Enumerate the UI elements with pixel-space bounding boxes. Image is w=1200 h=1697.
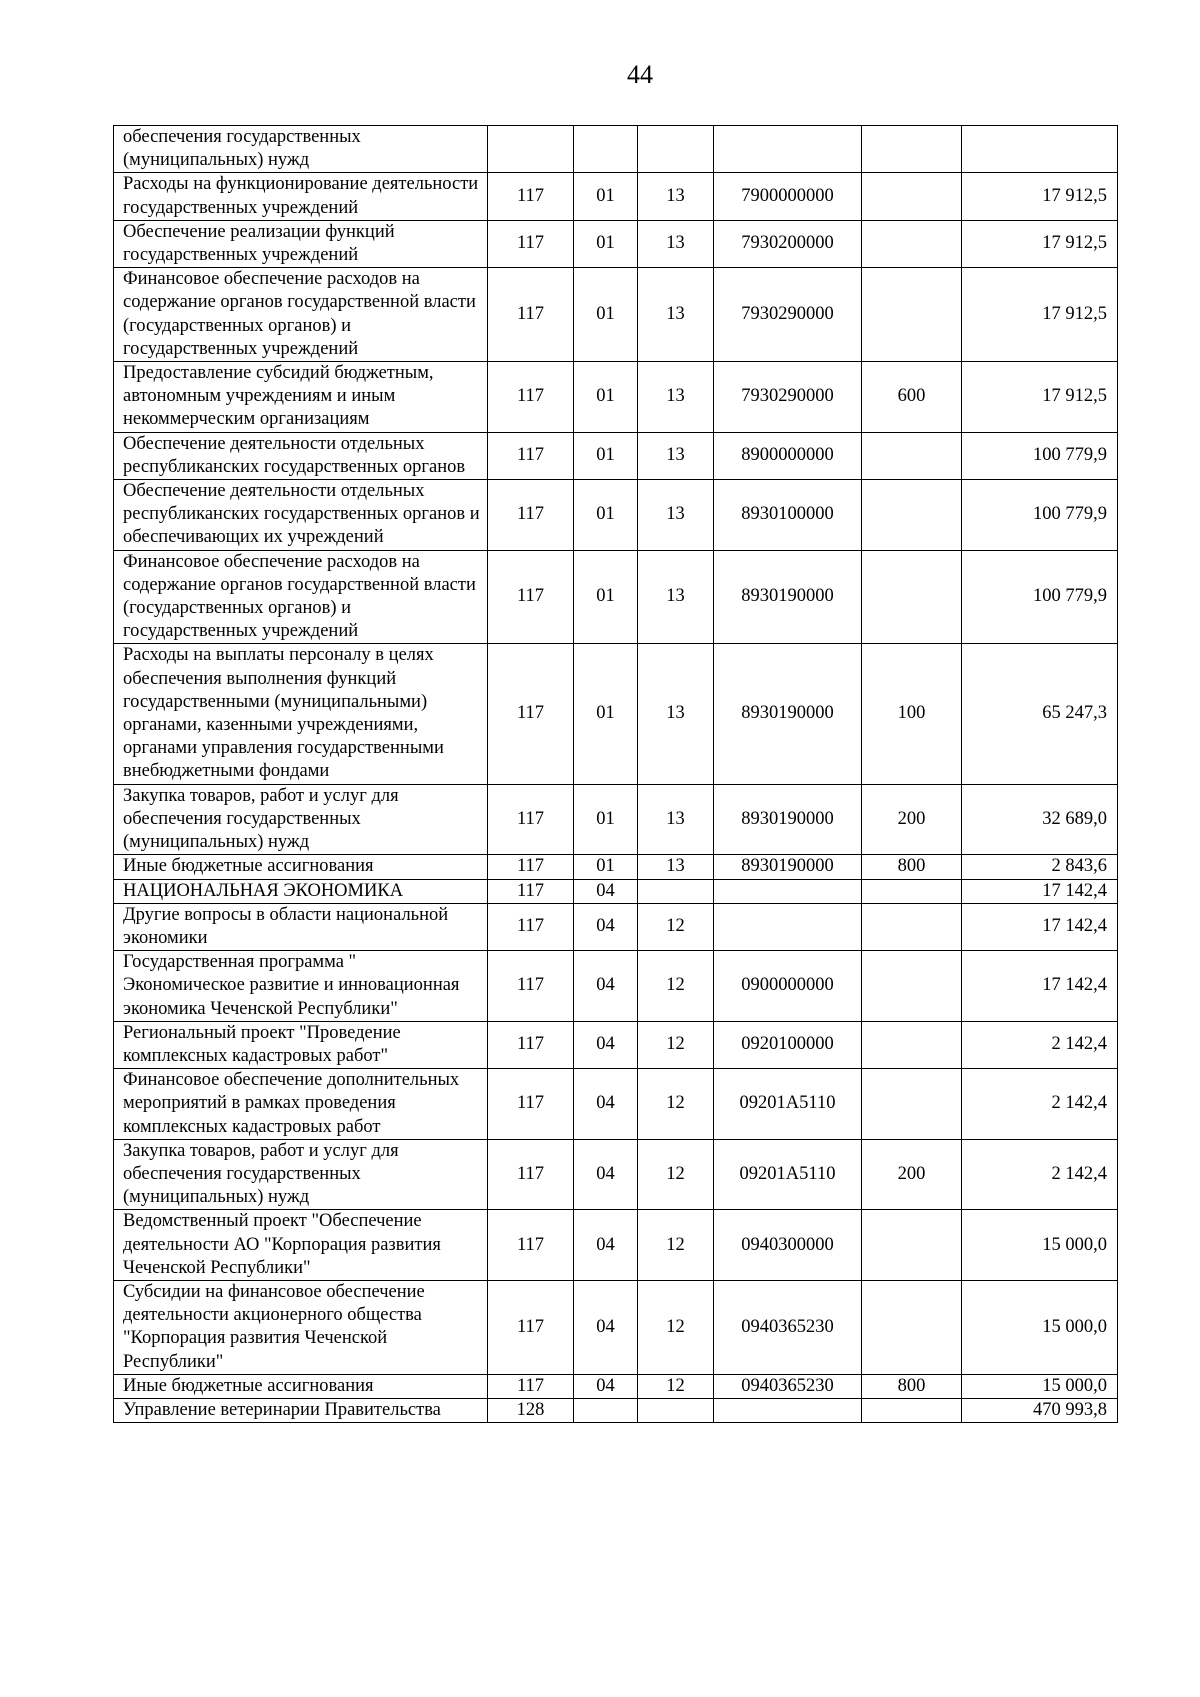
row-rz-cell: 04: [574, 903, 638, 950]
row-vr-cell: [862, 268, 962, 362]
row-csr-cell: 0900000000: [714, 951, 862, 1022]
row-sum-cell: 17 142,4: [962, 879, 1118, 903]
row-ved-cell: 117: [488, 362, 574, 433]
row-sum-cell: 17 912,5: [962, 173, 1118, 220]
row-name-cell: Региональный проект "Проведение комплексных кадастровых работ": [114, 1021, 488, 1068]
row-vr-cell: [862, 1021, 962, 1068]
row-name-cell: НАЦИОНАЛЬНАЯ ЭКОНОМИКА: [114, 879, 488, 903]
row-ved-cell: 117: [488, 903, 574, 950]
row-ved-cell: 117: [488, 173, 574, 220]
row-name-cell: Предоставление субсидий бюджетным, автономным учреждениям и иным некоммерческим организациям: [114, 362, 488, 433]
row-rz-cell: 01: [574, 855, 638, 879]
row-vr-cell: 200: [862, 784, 962, 855]
row-sum-cell: 17 912,5: [962, 362, 1118, 433]
row-pr-cell: 12: [638, 1280, 714, 1374]
row-rz-cell: 01: [574, 362, 638, 433]
row-rz-cell: [574, 126, 638, 173]
row-sum-cell: 100 779,9: [962, 432, 1118, 479]
row-vr-cell: 600: [862, 362, 962, 433]
row-pr-cell: 13: [638, 268, 714, 362]
row-pr-cell: 13: [638, 220, 714, 267]
row-vr-cell: 200: [862, 1139, 962, 1210]
row-rz-cell: 04: [574, 1021, 638, 1068]
row-rz-cell: 01: [574, 173, 638, 220]
row-sum-cell: 15 000,0: [962, 1280, 1118, 1374]
row-sum-cell: 100 779,9: [962, 550, 1118, 644]
row-ved-cell: 117: [488, 1280, 574, 1374]
row-ved-cell: 117: [488, 644, 574, 784]
row-csr-cell: [714, 1398, 862, 1422]
row-ved-cell: 117: [488, 1210, 574, 1281]
table-row: [114, 644, 1118, 784]
row-ved-cell: 117: [488, 1374, 574, 1398]
table-row: [114, 480, 1118, 551]
row-vr-cell: 800: [862, 1374, 962, 1398]
row-vr-cell: [862, 903, 962, 950]
budget-table: [113, 125, 1118, 1423]
row-rz-cell: 04: [574, 1069, 638, 1140]
page-number: 44: [627, 60, 653, 89]
row-name-cell: Расходы на выплаты персоналу в целях обеспечения выполнения функций государственными (муниципальными) органами, казенными учреждениями, органами управления государственными внебюджетными фондами: [114, 644, 488, 784]
table-row: [114, 362, 1118, 433]
row-sum-cell: 65 247,3: [962, 644, 1118, 784]
row-name-cell: Обеспечение реализации функций государственных учреждений: [114, 220, 488, 267]
row-ved-cell: 128: [488, 1398, 574, 1422]
row-sum-cell: 17 912,5: [962, 268, 1118, 362]
row-rz-cell: 01: [574, 432, 638, 479]
row-vr-cell: [862, 951, 962, 1022]
table-row: [114, 855, 1118, 879]
row-ved-cell: 117: [488, 1069, 574, 1140]
row-pr-cell: 12: [638, 1374, 714, 1398]
table-row: [114, 1021, 1118, 1068]
row-ved-cell: 117: [488, 951, 574, 1022]
row-pr-cell: 12: [638, 951, 714, 1022]
row-csr-cell: 8930190000: [714, 784, 862, 855]
row-csr-cell: 8930190000: [714, 644, 862, 784]
row-name-cell: Управление ветеринарии Правительства: [114, 1398, 488, 1422]
row-csr-cell: 09201А5110: [714, 1139, 862, 1210]
row-name-cell: Государственная программа " Экономическое развитие и инновационная экономика Чеченской Республики": [114, 951, 488, 1022]
row-vr-cell: [862, 432, 962, 479]
table-row: [114, 1210, 1118, 1281]
row-vr-cell: 100: [862, 644, 962, 784]
row-csr-cell: 0940300000: [714, 1210, 862, 1281]
row-csr-cell: 7930290000: [714, 268, 862, 362]
row-rz-cell: 01: [574, 550, 638, 644]
row-ved-cell: 117: [488, 480, 574, 551]
row-pr-cell: 13: [638, 550, 714, 644]
row-vr-cell: [862, 1398, 962, 1422]
table-row: [114, 550, 1118, 644]
row-ved-cell: 117: [488, 268, 574, 362]
row-rz-cell: 01: [574, 784, 638, 855]
row-ved-cell: 117: [488, 220, 574, 267]
row-ved-cell: [488, 126, 574, 173]
table-row: [114, 784, 1118, 855]
row-pr-cell: 12: [638, 1210, 714, 1281]
table-row: [114, 1280, 1118, 1374]
row-name-cell: Финансовое обеспечение расходов на содержание органов государственной власти (государственных органов) и государственных учреждений: [114, 268, 488, 362]
row-pr-cell: 13: [638, 480, 714, 551]
row-vr-cell: [862, 879, 962, 903]
row-sum-cell: 17 912,5: [962, 220, 1118, 267]
row-ved-cell: 117: [488, 1139, 574, 1210]
table-row: [114, 126, 1118, 173]
row-vr-cell: 800: [862, 855, 962, 879]
row-sum-cell: 15 000,0: [962, 1210, 1118, 1281]
row-name-cell: Иные бюджетные ассигнования: [114, 1374, 488, 1398]
row-name-cell: Закупка товаров, работ и услуг для обеспечения государственных (муниципальных) нужд: [114, 1139, 488, 1210]
row-csr-cell: 8900000000: [714, 432, 862, 479]
row-name-cell: Финансовое обеспечение дополнительных мероприятий в рамках проведения комплексных кадастровых работ: [114, 1069, 488, 1140]
row-ved-cell: 117: [488, 855, 574, 879]
row-name-cell: Финансовое обеспечение расходов на содержание органов государственной власти (государственных органов) и государственных учреждений: [114, 550, 488, 644]
budget-table-body: [114, 126, 1118, 1423]
table-row: [114, 1069, 1118, 1140]
table-row: [114, 879, 1118, 903]
row-pr-cell: 13: [638, 362, 714, 433]
row-vr-cell: [862, 1280, 962, 1374]
row-csr-cell: 0940365230: [714, 1374, 862, 1398]
row-name-cell: Обеспечение деятельности отдельных республиканских государственных органов: [114, 432, 488, 479]
row-csr-cell: 09201А5110: [714, 1069, 862, 1140]
row-pr-cell: 13: [638, 432, 714, 479]
table-row: [114, 903, 1118, 950]
row-csr-cell: 7930200000: [714, 220, 862, 267]
row-csr-cell: 8930100000: [714, 480, 862, 551]
row-pr-cell: 13: [638, 173, 714, 220]
row-sum-cell: 470 993,8: [962, 1398, 1118, 1422]
row-ved-cell: 117: [488, 1021, 574, 1068]
row-sum-cell: 2 142,4: [962, 1021, 1118, 1068]
table-row: [114, 220, 1118, 267]
row-csr-cell: [714, 126, 862, 173]
table-row: [114, 1139, 1118, 1210]
row-rz-cell: 04: [574, 1139, 638, 1210]
row-vr-cell: [862, 1210, 962, 1281]
row-rz-cell: 04: [574, 1210, 638, 1281]
row-rz-cell: 04: [574, 1280, 638, 1374]
row-name-cell: Другие вопросы в области национальной экономики: [114, 903, 488, 950]
row-sum-cell: 15 000,0: [962, 1374, 1118, 1398]
row-vr-cell: [862, 1069, 962, 1140]
row-pr-cell: 12: [638, 1069, 714, 1140]
row-sum-cell: 100 779,9: [962, 480, 1118, 551]
row-vr-cell: [862, 220, 962, 267]
table-row: [114, 432, 1118, 479]
row-sum-cell: 2 142,4: [962, 1139, 1118, 1210]
row-ved-cell: 117: [488, 879, 574, 903]
row-name-cell: Ведомственный проект "Обеспечение деятельности АО "Корпорация развития Чеченской Республики": [114, 1210, 488, 1281]
table-row: [114, 951, 1118, 1022]
row-sum-cell: 17 142,4: [962, 951, 1118, 1022]
row-csr-cell: 8930190000: [714, 550, 862, 644]
row-pr-cell: 12: [638, 1021, 714, 1068]
row-sum-cell: [962, 126, 1118, 173]
row-pr-cell: [638, 1398, 714, 1422]
row-ved-cell: 117: [488, 432, 574, 479]
row-name-cell: Субсидии на финансовое обеспечение деятельности акционерного общества "Корпорация развития Чеченской Республики": [114, 1280, 488, 1374]
row-rz-cell: 04: [574, 879, 638, 903]
table-row: [114, 173, 1118, 220]
row-ved-cell: 117: [488, 550, 574, 644]
row-name-cell: Иные бюджетные ассигнования: [114, 855, 488, 879]
row-rz-cell: 01: [574, 644, 638, 784]
row-name-cell: Расходы на функционирование деятельности государственных учреждений: [114, 173, 488, 220]
row-vr-cell: [862, 480, 962, 551]
row-csr-cell: 7930290000: [714, 362, 862, 433]
row-pr-cell: 12: [638, 1139, 714, 1210]
row-vr-cell: [862, 550, 962, 644]
row-rz-cell: 04: [574, 951, 638, 1022]
row-pr-cell: [638, 879, 714, 903]
row-pr-cell: 13: [638, 784, 714, 855]
row-rz-cell: 01: [574, 220, 638, 267]
row-vr-cell: [862, 173, 962, 220]
row-rz-cell: 04: [574, 1374, 638, 1398]
row-pr-cell: 12: [638, 903, 714, 950]
row-vr-cell: [862, 126, 962, 173]
row-csr-cell: 7900000000: [714, 173, 862, 220]
row-csr-cell: 0920100000: [714, 1021, 862, 1068]
row-rz-cell: [574, 1398, 638, 1422]
row-csr-cell: [714, 879, 862, 903]
table-row: [114, 1374, 1118, 1398]
row-sum-cell: 2 142,4: [962, 1069, 1118, 1140]
row-csr-cell: [714, 903, 862, 950]
row-name-cell: обеспечения государственных (муниципальных) нужд: [114, 126, 488, 173]
row-pr-cell: [638, 126, 714, 173]
row-sum-cell: 32 689,0: [962, 784, 1118, 855]
table-row: [114, 268, 1118, 362]
row-pr-cell: 13: [638, 855, 714, 879]
table-row: [114, 1398, 1118, 1422]
row-name-cell: Обеспечение деятельности отдельных республиканских государственных органов и обеспечивающих их учреждений: [114, 480, 488, 551]
row-rz-cell: 01: [574, 268, 638, 362]
row-sum-cell: 2 843,6: [962, 855, 1118, 879]
row-pr-cell: 13: [638, 644, 714, 784]
row-csr-cell: 0940365230: [714, 1280, 862, 1374]
row-name-cell: Закупка товаров, работ и услуг для обеспечения государственных (муниципальных) нужд: [114, 784, 488, 855]
row-sum-cell: 17 142,4: [962, 903, 1118, 950]
row-csr-cell: 8930190000: [714, 855, 862, 879]
row-ved-cell: 117: [488, 784, 574, 855]
row-rz-cell: 01: [574, 480, 638, 551]
